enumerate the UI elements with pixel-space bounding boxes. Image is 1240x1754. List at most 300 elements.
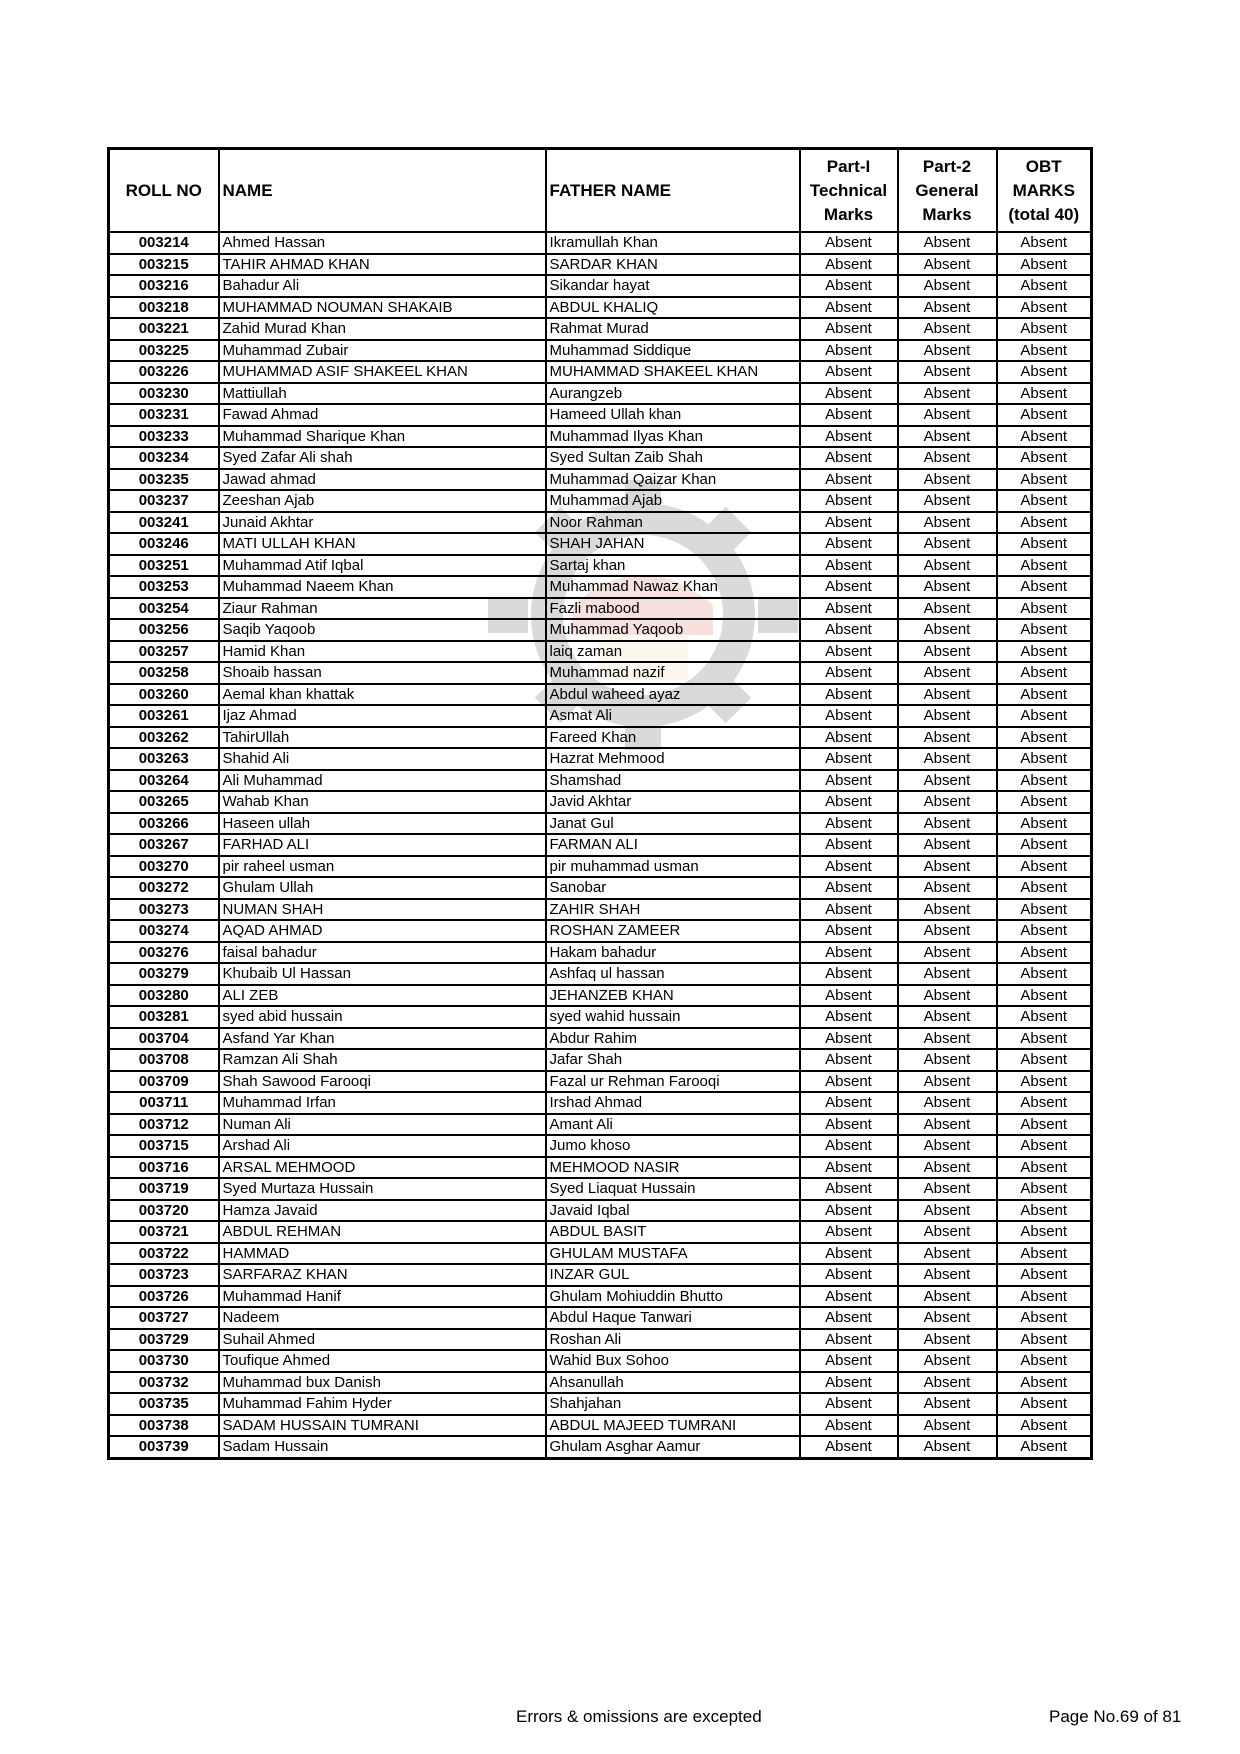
part2-marks-cell: Absent xyxy=(898,383,997,405)
roll-no-cell: 003716 xyxy=(109,1157,219,1179)
part2-marks-cell: Absent xyxy=(898,576,997,598)
father-name-cell: Hameed Ullah khan xyxy=(546,404,800,426)
name-cell: ABDUL REHMAN xyxy=(219,1221,546,1243)
roll-no-cell: 003225 xyxy=(109,340,219,362)
name-cell: Muhammad Atif Iqbal xyxy=(219,555,546,577)
part2-marks-cell: Absent xyxy=(898,770,997,792)
part1-marks-cell: Absent xyxy=(800,791,898,813)
part2-marks-cell: Absent xyxy=(898,1028,997,1050)
obt-marks-cell: Absent xyxy=(997,619,1092,641)
father-name-cell: Javid Akhtar xyxy=(546,791,800,813)
header-obt-line: (total 40) xyxy=(1008,204,1080,224)
header-name: NAME xyxy=(219,149,546,233)
obt-marks-cell: Absent xyxy=(997,813,1092,835)
obt-marks-cell: Absent xyxy=(997,555,1092,577)
table-row xyxy=(109,985,1092,1007)
father-name-cell: Aurangzeb xyxy=(546,383,800,405)
roll-no-cell: 003262 xyxy=(109,727,219,749)
part1-marks-cell: Absent xyxy=(800,619,898,641)
table-row xyxy=(109,598,1092,620)
roll-no-cell: 003732 xyxy=(109,1372,219,1394)
table-row xyxy=(109,963,1092,985)
part1-marks-cell: Absent xyxy=(800,1157,898,1179)
part1-marks-cell: Absent xyxy=(800,1372,898,1394)
table-row xyxy=(109,684,1092,706)
father-name-cell: Jafar Shah xyxy=(546,1049,800,1071)
part2-marks-cell: Absent xyxy=(898,1006,997,1028)
roll-no-cell: 003231 xyxy=(109,404,219,426)
table-row xyxy=(109,1049,1092,1071)
roll-no-cell: 003233 xyxy=(109,426,219,448)
table-row xyxy=(109,555,1092,577)
header-part2-general xyxy=(898,149,997,233)
obt-marks-cell: Absent xyxy=(997,748,1092,770)
table-row xyxy=(109,232,1092,254)
obt-marks-cell: Absent xyxy=(997,641,1092,663)
father-name-cell: ABDUL MAJEED TUMRANI xyxy=(546,1415,800,1437)
obt-marks-cell: Absent xyxy=(997,1178,1092,1200)
part2-marks-cell: Absent xyxy=(898,1372,997,1394)
part2-marks-cell: Absent xyxy=(898,985,997,1007)
part1-marks-cell: Absent xyxy=(800,662,898,684)
father-name-cell: Fareed Khan xyxy=(546,727,800,749)
part2-marks-cell: Absent xyxy=(898,340,997,362)
table-body xyxy=(109,232,1092,1458)
father-name-cell: Sikandar hayat xyxy=(546,275,800,297)
name-cell: Muhammad Irfan xyxy=(219,1092,546,1114)
roll-no-cell: 003215 xyxy=(109,254,219,276)
obt-marks-cell: Absent xyxy=(997,404,1092,426)
roll-no-cell: 003218 xyxy=(109,297,219,319)
name-cell: MATI ULLAH KHAN xyxy=(219,533,546,555)
part2-marks-cell: Absent xyxy=(898,856,997,878)
name-cell: Hamid Khan xyxy=(219,641,546,663)
father-name-cell: Muhammad nazif xyxy=(546,662,800,684)
roll-no-cell: 003237 xyxy=(109,490,219,512)
name-cell: Muhammad Zubair xyxy=(219,340,546,362)
part2-marks-cell: Absent xyxy=(898,1264,997,1286)
obt-marks-cell: Absent xyxy=(997,598,1092,620)
obt-marks-cell: Absent xyxy=(997,1243,1092,1265)
name-cell: Muhammad bux Danish xyxy=(219,1372,546,1394)
footer-disclaimer: Errors & omissions are excepted xyxy=(516,1707,762,1726)
part2-marks-cell: Absent xyxy=(898,813,997,835)
part2-marks-cell: Absent xyxy=(898,297,997,319)
table-row xyxy=(109,856,1092,878)
table-row xyxy=(109,469,1092,491)
roll-no-cell: 003235 xyxy=(109,469,219,491)
obt-marks-cell: Absent xyxy=(997,899,1092,921)
table-row xyxy=(109,447,1092,469)
obt-marks-cell: Absent xyxy=(997,576,1092,598)
father-name-cell: FARMAN ALI xyxy=(546,834,800,856)
header-obt-line: OBT xyxy=(1025,156,1062,176)
part1-marks-cell: Absent xyxy=(800,985,898,1007)
part2-marks-cell: Absent xyxy=(898,942,997,964)
roll-no-cell: 003280 xyxy=(109,985,219,1007)
part1-marks-cell: Absent xyxy=(800,748,898,770)
table-row xyxy=(109,1200,1092,1222)
name-cell: Junaid Akhtar xyxy=(219,512,546,534)
table-row xyxy=(109,1178,1092,1200)
part2-marks-cell: Absent xyxy=(898,1135,997,1157)
page-number: Page No.69 of 81 xyxy=(1049,1707,1182,1726)
name-cell: Toufique Ahmed xyxy=(219,1350,546,1372)
obt-marks-cell: Absent xyxy=(997,963,1092,985)
part2-marks-cell: Absent xyxy=(898,533,997,555)
obt-marks-cell: Absent xyxy=(997,920,1092,942)
part1-marks-cell: Absent xyxy=(800,1415,898,1437)
name-cell: ARSAL MEHMOOD xyxy=(219,1157,546,1179)
name-cell: Muhammad Fahim Hyder xyxy=(219,1393,546,1415)
part2-marks-cell: Absent xyxy=(898,598,997,620)
father-name-cell: Janat Gul xyxy=(546,813,800,835)
table-row xyxy=(109,1350,1092,1372)
table-row xyxy=(109,899,1092,921)
table-row xyxy=(109,727,1092,749)
father-name-cell: GHULAM MUSTAFA xyxy=(546,1243,800,1265)
father-name-cell: Sanobar xyxy=(546,877,800,899)
name-cell: Ziaur Rahman xyxy=(219,598,546,620)
table-row xyxy=(109,490,1092,512)
roll-no-cell: 003267 xyxy=(109,834,219,856)
obt-marks-cell: Absent xyxy=(997,275,1092,297)
father-name-cell: Ghulam Mohiuddin Bhutto xyxy=(546,1286,800,1308)
table-row xyxy=(109,383,1092,405)
table-row xyxy=(109,426,1092,448)
table-row xyxy=(109,942,1092,964)
table-row xyxy=(109,1286,1092,1308)
part2-marks-cell: Absent xyxy=(898,318,997,340)
header-part2-line: Marks xyxy=(922,204,972,224)
part2-marks-cell: Absent xyxy=(898,748,997,770)
obt-marks-cell: Absent xyxy=(997,1221,1092,1243)
table-row xyxy=(109,340,1092,362)
father-name-cell: ROSHAN ZAMEER xyxy=(546,920,800,942)
father-name-cell: SHAH JAHAN xyxy=(546,533,800,555)
name-cell: AQAD AHMAD xyxy=(219,920,546,942)
part1-marks-cell: Absent xyxy=(800,576,898,598)
roll-no-cell: 003276 xyxy=(109,942,219,964)
part2-marks-cell: Absent xyxy=(898,1393,997,1415)
part1-marks-cell: Absent xyxy=(800,727,898,749)
father-name-cell: Roshan Ali xyxy=(546,1329,800,1351)
name-cell: Hamza Javaid xyxy=(219,1200,546,1222)
obt-marks-cell: Absent xyxy=(997,232,1092,254)
roll-no-cell: 003216 xyxy=(109,275,219,297)
father-name-cell: INZAR GUL xyxy=(546,1264,800,1286)
father-name-cell: Abdur Rahim xyxy=(546,1028,800,1050)
name-cell: syed abid hussain xyxy=(219,1006,546,1028)
obt-marks-cell: Absent xyxy=(997,1049,1092,1071)
roll-no-cell: 003230 xyxy=(109,383,219,405)
table-row xyxy=(109,834,1092,856)
obt-marks-cell: Absent xyxy=(997,1157,1092,1179)
part1-marks-cell: Absent xyxy=(800,1049,898,1071)
father-name-cell: Asmat Ali xyxy=(546,705,800,727)
results-table xyxy=(107,147,1093,1460)
part1-marks-cell: Absent xyxy=(800,1028,898,1050)
name-cell: TAHIR AHMAD KHAN xyxy=(219,254,546,276)
roll-no-cell: 003261 xyxy=(109,705,219,727)
name-cell: Zeeshan Ajab xyxy=(219,490,546,512)
part2-marks-cell: Absent xyxy=(898,232,997,254)
table-row xyxy=(109,1157,1092,1179)
part1-marks-cell: Absent xyxy=(800,1221,898,1243)
name-cell: Ali Muhammad xyxy=(219,770,546,792)
father-name-cell: Amant Ali xyxy=(546,1114,800,1136)
name-cell: ALI ZEB xyxy=(219,985,546,1007)
table-row xyxy=(109,748,1092,770)
father-name-cell: Muhammad Qaizar Khan xyxy=(546,469,800,491)
father-name-cell: Shamshad xyxy=(546,770,800,792)
obt-marks-cell: Absent xyxy=(997,1372,1092,1394)
table-row xyxy=(109,1307,1092,1329)
father-name-cell: SARDAR KHAN xyxy=(546,254,800,276)
part2-marks-cell: Absent xyxy=(898,1350,997,1372)
table-row xyxy=(109,1436,1092,1458)
father-name-cell: Syed Liaquat Hussain xyxy=(546,1178,800,1200)
part1-marks-cell: Absent xyxy=(800,254,898,276)
name-cell: Fawad Ahmad xyxy=(219,404,546,426)
table-row xyxy=(109,576,1092,598)
roll-no-cell: 003727 xyxy=(109,1307,219,1329)
table-row xyxy=(109,254,1092,276)
obt-marks-cell: Absent xyxy=(997,1071,1092,1093)
part1-marks-cell: Absent xyxy=(800,404,898,426)
table-row xyxy=(109,1372,1092,1394)
part2-marks-cell: Absent xyxy=(898,426,997,448)
father-name-cell: Ghulam Asghar Aamur xyxy=(546,1436,800,1458)
part2-marks-cell: Absent xyxy=(898,512,997,534)
obt-marks-cell: Absent xyxy=(997,1329,1092,1351)
header-part2-line: General xyxy=(915,180,979,200)
part1-marks-cell: Absent xyxy=(800,533,898,555)
table-row xyxy=(109,1135,1092,1157)
obt-marks-cell: Absent xyxy=(997,1092,1092,1114)
father-name-cell: MEHMOOD NASIR xyxy=(546,1157,800,1179)
father-name-cell: Ashfaq ul hassan xyxy=(546,963,800,985)
part2-marks-cell: Absent xyxy=(898,361,997,383)
name-cell: Numan Ali xyxy=(219,1114,546,1136)
part2-marks-cell: Absent xyxy=(898,1071,997,1093)
part2-marks-cell: Absent xyxy=(898,791,997,813)
part1-marks-cell: Absent xyxy=(800,1350,898,1372)
table-row xyxy=(109,1028,1092,1050)
obt-marks-cell: Absent xyxy=(997,942,1092,964)
table-row xyxy=(109,920,1092,942)
father-name-cell: laiq zaman xyxy=(546,641,800,663)
roll-no-cell: 003726 xyxy=(109,1286,219,1308)
table-row xyxy=(109,705,1092,727)
part1-marks-cell: Absent xyxy=(800,1092,898,1114)
roll-no-cell: 003721 xyxy=(109,1221,219,1243)
part2-marks-cell: Absent xyxy=(898,1092,997,1114)
header-part2-line: Part-2 xyxy=(922,156,972,176)
header-part1-line: Part-I xyxy=(826,156,871,176)
name-cell: Mattiullah xyxy=(219,383,546,405)
table-row xyxy=(109,1006,1092,1028)
roll-no-cell: 003221 xyxy=(109,318,219,340)
father-name-cell: Hakam bahadur xyxy=(546,942,800,964)
part2-marks-cell: Absent xyxy=(898,1157,997,1179)
part2-marks-cell: Absent xyxy=(898,705,997,727)
table-row xyxy=(109,1114,1092,1136)
part1-marks-cell: Absent xyxy=(800,899,898,921)
part2-marks-cell: Absent xyxy=(898,555,997,577)
part1-marks-cell: Absent xyxy=(800,555,898,577)
father-name-cell: ZAHIR SHAH xyxy=(546,899,800,921)
part1-marks-cell: Absent xyxy=(800,1436,898,1458)
obt-marks-cell: Absent xyxy=(997,447,1092,469)
obt-marks-cell: Absent xyxy=(997,490,1092,512)
part1-marks-cell: Absent xyxy=(800,512,898,534)
father-name-cell: Muhammad Ajab xyxy=(546,490,800,512)
table-row xyxy=(109,318,1092,340)
obt-marks-cell: Absent xyxy=(997,856,1092,878)
father-name-cell: Muhammad Nawaz Khan xyxy=(546,576,800,598)
roll-no-cell: 003257 xyxy=(109,641,219,663)
obt-marks-cell: Absent xyxy=(997,1393,1092,1415)
part1-marks-cell: Absent xyxy=(800,963,898,985)
part1-marks-cell: Absent xyxy=(800,340,898,362)
header-part1-line: Marks xyxy=(823,204,874,224)
father-name-cell: MUHAMMAD SHAKEEL KHAN xyxy=(546,361,800,383)
table-row xyxy=(109,1071,1092,1093)
obt-marks-cell: Absent xyxy=(997,533,1092,555)
father-name-cell: Ikramullah Khan xyxy=(546,232,800,254)
father-name-cell: Javaid Iqbal xyxy=(546,1200,800,1222)
table-row xyxy=(109,813,1092,835)
header-obt-marks xyxy=(997,149,1092,233)
roll-no-cell: 003265 xyxy=(109,791,219,813)
obt-marks-cell: Absent xyxy=(997,1436,1092,1458)
father-name-cell: Fazli mabood xyxy=(546,598,800,620)
header-obt-line: MARKS xyxy=(1012,180,1075,200)
table-row xyxy=(109,1221,1092,1243)
roll-no-cell: 003241 xyxy=(109,512,219,534)
part2-marks-cell: Absent xyxy=(898,1049,997,1071)
obt-marks-cell: Absent xyxy=(997,770,1092,792)
part2-marks-cell: Absent xyxy=(898,447,997,469)
table-row xyxy=(109,1264,1092,1286)
name-cell: Ahmed Hassan xyxy=(219,232,546,254)
part2-marks-cell: Absent xyxy=(898,662,997,684)
part1-marks-cell: Absent xyxy=(800,942,898,964)
header-roll-no: ROLL NO xyxy=(109,149,219,233)
name-cell: MUHAMMAD ASIF SHAKEEL KHAN xyxy=(219,361,546,383)
roll-no-cell: 003720 xyxy=(109,1200,219,1222)
part2-marks-cell: Absent xyxy=(898,469,997,491)
obt-marks-cell: Absent xyxy=(997,1307,1092,1329)
part1-marks-cell: Absent xyxy=(800,1114,898,1136)
roll-no-cell: 003281 xyxy=(109,1006,219,1028)
name-cell: Nadeem xyxy=(219,1307,546,1329)
part2-marks-cell: Absent xyxy=(898,490,997,512)
part1-marks-cell: Absent xyxy=(800,598,898,620)
obt-marks-cell: Absent xyxy=(997,985,1092,1007)
part2-marks-cell: Absent xyxy=(898,727,997,749)
roll-no-cell: 003715 xyxy=(109,1135,219,1157)
part2-marks-cell: Absent xyxy=(898,963,997,985)
roll-no-cell: 003738 xyxy=(109,1415,219,1437)
header-part1-technical xyxy=(800,149,898,233)
table-row xyxy=(109,1092,1092,1114)
roll-no-cell: 003712 xyxy=(109,1114,219,1136)
part2-marks-cell: Absent xyxy=(898,877,997,899)
roll-no-cell: 003730 xyxy=(109,1350,219,1372)
roll-no-cell: 003711 xyxy=(109,1092,219,1114)
part2-marks-cell: Absent xyxy=(898,899,997,921)
obt-marks-cell: Absent xyxy=(997,512,1092,534)
name-cell: Arshad Ali xyxy=(219,1135,546,1157)
father-name-cell: pir muhammad usman xyxy=(546,856,800,878)
name-cell: Wahab Khan xyxy=(219,791,546,813)
father-name-cell: Muhammad Siddique xyxy=(546,340,800,362)
roll-no-cell: 003260 xyxy=(109,684,219,706)
roll-no-cell: 003739 xyxy=(109,1436,219,1458)
roll-no-cell: 003251 xyxy=(109,555,219,577)
name-cell: Khubaib Ul Hassan xyxy=(219,963,546,985)
part1-marks-cell: Absent xyxy=(800,232,898,254)
obt-marks-cell: Absent xyxy=(997,1264,1092,1286)
table-row xyxy=(109,533,1092,555)
roll-no-cell: 003246 xyxy=(109,533,219,555)
roll-no-cell: 003234 xyxy=(109,447,219,469)
header-father-name: FATHER NAME xyxy=(546,149,800,233)
part2-marks-cell: Absent xyxy=(898,404,997,426)
father-name-cell: Abdul waheed ayaz xyxy=(546,684,800,706)
part1-marks-cell: Absent xyxy=(800,1393,898,1415)
father-name-cell: Sartaj khan xyxy=(546,555,800,577)
table-row xyxy=(109,791,1092,813)
name-cell: Muhammad Hanif xyxy=(219,1286,546,1308)
part1-marks-cell: Absent xyxy=(800,920,898,942)
obt-marks-cell: Absent xyxy=(997,727,1092,749)
roll-no-cell: 003704 xyxy=(109,1028,219,1050)
father-name-cell: Shahjahan xyxy=(546,1393,800,1415)
name-cell: Sadam Hussain xyxy=(219,1436,546,1458)
name-cell: SARFARAZ KHAN xyxy=(219,1264,546,1286)
name-cell: Syed Murtaza Hussain xyxy=(219,1178,546,1200)
obt-marks-cell: Absent xyxy=(997,791,1092,813)
obt-marks-cell: Absent xyxy=(997,361,1092,383)
part2-marks-cell: Absent xyxy=(898,1200,997,1222)
part1-marks-cell: Absent xyxy=(800,834,898,856)
part1-marks-cell: Absent xyxy=(800,877,898,899)
roll-no-cell: 003272 xyxy=(109,877,219,899)
part2-marks-cell: Absent xyxy=(898,1178,997,1200)
obt-marks-cell: Absent xyxy=(997,318,1092,340)
obt-marks-cell: Absent xyxy=(997,705,1092,727)
name-cell: TahirUllah xyxy=(219,727,546,749)
roll-no-cell: 003263 xyxy=(109,748,219,770)
father-name-cell: Ahsanullah xyxy=(546,1372,800,1394)
roll-no-cell: 003735 xyxy=(109,1393,219,1415)
name-cell: Muhammad Sharique Khan xyxy=(219,426,546,448)
name-cell: Bahadur Ali xyxy=(219,275,546,297)
name-cell: Haseen ullah xyxy=(219,813,546,835)
obt-marks-cell: Absent xyxy=(997,684,1092,706)
name-cell: HAMMAD xyxy=(219,1243,546,1265)
name-cell: NUMAN SHAH xyxy=(219,899,546,921)
part1-marks-cell: Absent xyxy=(800,1178,898,1200)
name-cell: Shoaib hassan xyxy=(219,662,546,684)
obt-marks-cell: Absent xyxy=(997,1350,1092,1372)
obt-marks-cell: Absent xyxy=(997,834,1092,856)
father-name-cell: Irshad Ahmad xyxy=(546,1092,800,1114)
father-name-cell: Abdul Haque Tanwari xyxy=(546,1307,800,1329)
